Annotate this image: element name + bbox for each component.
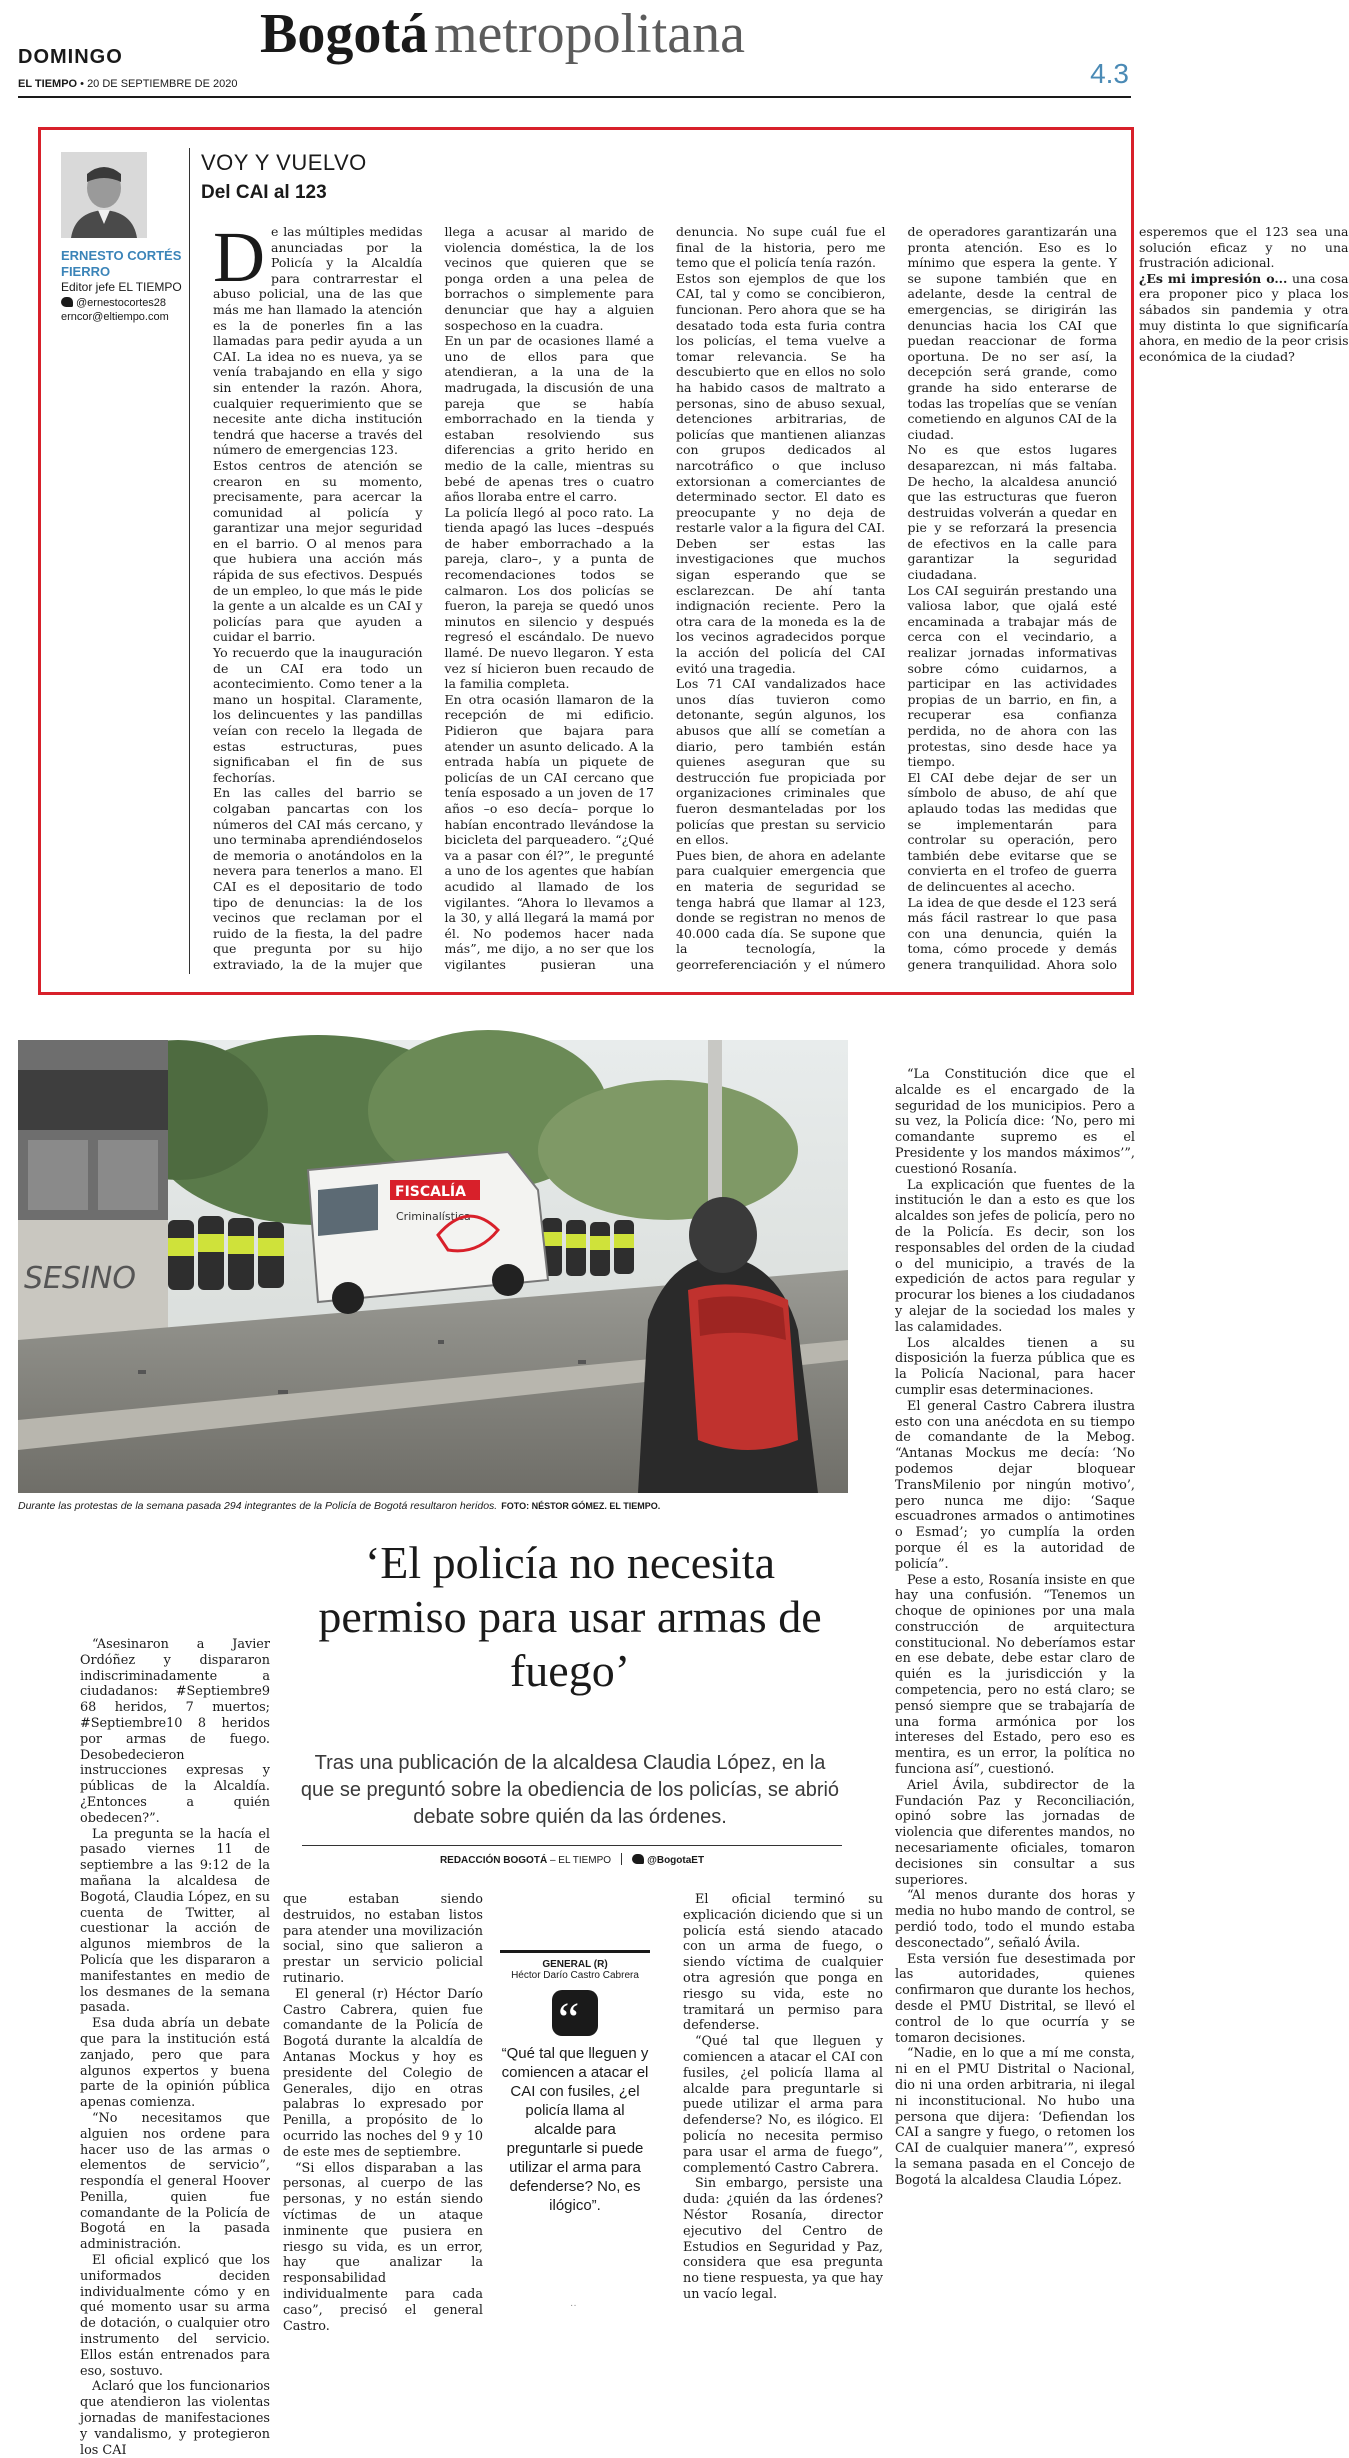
column-paragraph: Los CAI seguirán prestando una valiosa labor, que ojalá esté encaminada a trabajar más de cerca con el vecindario, a realizar jornadas informativas sobre cómo cuidarnos, a participar en las actividades propias de un barrio, en fin, a recuperar esa confianza perdida, no de ahora con las protestas, sino desde hace ya tiempo. [907, 582, 1117, 770]
photo-caption-text: Durante las protestas de la semana pasada 294 integrantes de la Policía de Bogotá resultaron heridos. [18, 1500, 498, 1512]
drop-cap: D [213, 217, 265, 297]
article-paragraph: “Asesinaron a Javier Ordóñez y dispararon indiscriminadamente a ciudadanos: #Septiembre9 68 heridos, 7 muertos; #Septiembre10 8 heridos por armas de fuego. Desobedecieron instrucciones expresas y públicas de la Alcaldía. ¿Entonces a quién obedecen?”. [80, 1637, 270, 1826]
protest-photo [18, 1040, 848, 1493]
article-paragraph: “La Constitución dice que el alcalde es el encargado de la seguridad de los municipios. Pero a su vez, la Policía dice: ‘No, pero mi comandante supremo es el Presidente y los mandos máximos’”, cuestionó Rosanía. [895, 1067, 1135, 1177]
column-paragraph: La policía llegó al poco rato. La tienda apagó las luces –después de haber emborrachado a la pareja, claro–, y a punta de recomendaciones todos se calmaron. Los dos policías se fueron, la pareja se quedó unos minutos en silencio y después regresó el escándalo. De nuevo llamé. De nuevo llegaron. Y esta vez sí hicieron buen recaudo de la familia completa. [444, 504, 654, 692]
closing-lead: ¿Es mi impresión o... [1139, 270, 1288, 286]
author-photo [61, 152, 147, 238]
author-name: ERNESTO CORTÉS FIERRO [61, 248, 182, 279]
article-paragraph: El oficial explicó que los uniformados deciden individualmente cómo y en qué momento usar su arma de dotación, o cualquier otro instrumento del servicio. Ellos están entrenados para eso, sostuvo. [80, 2253, 270, 2379]
author-twitter-handle: @ernestocortes28 [76, 297, 167, 309]
section-title [260, 3, 746, 65]
edition-date: 20 DE SEPTIEMBRE DE 2020 [87, 78, 238, 90]
quote-marks-icon: “ [552, 1990, 598, 2036]
pull-quote-label: GENERAL (R) [542, 1959, 608, 1970]
van-label: FISCALÍA [395, 1184, 466, 1200]
column-paragraph: El CAI debe dejar de ser un símbolo de abuso, de ahí que aplaudo todas las medidas que se implementarán para controlar su operación, pero también debe evitarse que se convierta en el trofeo de guerra de delincuentes al acecho. [907, 769, 1117, 894]
column-title: Del CAI al 123 [201, 182, 327, 203]
column-paragraph: No es que estos lugares desaparezcan, ni más faltaba. De hecho, la alcaldesa anunció que las estructuras que fueron destruidas volverán a quedar en pie y se reforzará la presencia de efectivos en la calle para garantizar la seguridad ciudadana. [907, 442, 1117, 583]
masthead-rule [18, 96, 1131, 98]
article-paragraph: El oficial terminó su explicación diciendo que si un policía está siendo atacado con un arma de fuego, o siendo víctima de cualquier otra agresión que ponga en riesgo su vida, este no tramitará un permiso para defenderse. [683, 1892, 883, 2034]
photo-caption [18, 1500, 868, 1513]
author-portrait-icon [61, 152, 147, 238]
edition-day: DOMINGO [18, 46, 123, 68]
column-paragraph: Los 71 CAI vandalizados hace unos días tuvieron como detonante, según algunos, los abusos que allí se cometían a diario, pero también están quienes aseguran que su destrucción fue propiciada por organizaciones criminales que fueron desmanteladas por los policías que prestan su servicio en ellos. [676, 676, 886, 848]
column-paragraph: En las calles del barrio se colgaban pancartas con los números del CAI más cercano, y uno terminaba aprendiéndoselos de memoria o anotándolos en la nevera para tenerlos a mano. El CAI es el depositario de todo tipo de denuncias: la de los vecinos que reclaman por el ruido de la fiesta, la del padre que pregunta por su hijo extraviado, la de la mujer que llega a acusar al marido de violencia doméstica, la de los vecinos que quieren que se ponga orden a una pelea de borrachos o simplemente para denunciar que hay a alguien sospechoso en la cuadra. [213, 224, 654, 972]
van-label-secondary: Criminalística [396, 1210, 471, 1223]
column-divider [189, 148, 190, 974]
footer-mark: ·· [570, 2300, 577, 2311]
author-email[interactable]: erncor@eltiempo.com [61, 311, 169, 323]
article-paragraph: Esta versión fue desestimada por las autoridades, quienes confirmaron que durante los hechos, desde el PMU Distrital, se llevó el control de lo que ocurría y se tomaron decisiones. [895, 1951, 1135, 2046]
column-body [213, 217, 1349, 978]
article-byline [302, 1853, 842, 1866]
wall-graffiti: SESINO [24, 1261, 136, 1296]
column-paragraph: Estos centros de atención se crearon en su momento, precisamente, para acercar la comunidad al policía y garantizar una mejor seguridad en el barrio. O al menos para que hubiera una acción más rápida de sus efectivos. Después de un empleo, lo que más le pide la gente a un alcalde es un CAI y policías para que ayuden a cuidar el barrio. [213, 457, 423, 645]
column-paragraph: En otra ocasión llamaron de la recepción de mi edificio. Pidieron que bajara para atender un asunto delicado. A la entrada había un piquete de policías de un CAI cercano que tenía esposado a un joven de 17 años –o eso decía– porque lo habían encontrado llevándose la bicicleta del parqueadero. “¿Qué va a pasar con él?”, le pregunté a uno de los agentes que habían acudido al llamado de los vigilantes. “Ahora lo llevamos a la 30, y allá llegará la mamá por él. No podemos hacer nada más”, me dijo, a no ser que los vigilantes pusieran una denuncia. No supe cuál fue el final de la historia, pero me temo que el policía tenía razón. [444, 224, 886, 972]
article-paragraph: Sin embargo, persiste una duda: ¿quién da las órdenes? Néstor Rosanía, director ejecutivo del Centro de Estudios en Seguridad y Paz, considera que esa pregunta no tiene respuesta, ya que hay un vacío legal. [683, 2176, 883, 2302]
article-column-right [895, 1067, 1135, 2307]
closing-text: una cosa era proponer pico y placa los sábados sin pandemia y otra muy distinta lo que significaría ahora, en medio de la peor crisis económica de la ciudad? [1139, 270, 1349, 364]
pull-quote-rule [500, 1950, 650, 1953]
article-paragraph: que estaban siendo destruidos, no estaban listos para atender una movilización social, sino que salieron a prestar un servicio policial rutinario. [283, 1892, 483, 1986]
article-paragraph: La pregunta se la hacía el pasado viernes 11 de septiembre a las 9:12 de la mañana la alcaldesa de Bogotá, Claudia López, en su cuenta de Twitter, al cuestionar la acción de algunos miembros de la Policía que les dispararon a manifestantes en medio de los desmanes de la semana pasada. [80, 1826, 270, 2016]
pull-quote-name: Héctor Darío Castro Cabrera [511, 1970, 639, 1981]
article-paragraph: Los alcaldes tienen a su disposición la fuerza pública que es la Policía Nacional, para hacer cumplir esas determinaciones. [895, 1335, 1135, 1398]
article-paragraph: Pese a esto, Rosanía insiste en que hay una confusión. “Tenemos un choque de opiniones por una mala construcción de arquitectura constitucional. No deberíamos estar en ese debate, debe estar claro de quién es la jurisdicción y la competencia, pero no está claro; se pensó siempre que se trabajaría de una forma armónica por los intereses del Estado, pero eso es mentira, es un error, la política no funciona así”, cuestionó. [895, 1572, 1135, 1778]
byline-author: REDACCIÓN BOGOTÁ [439, 1855, 548, 1866]
byline-outlet: – EL TIEMPO [547, 1855, 612, 1866]
article-paragraph: El general (r) Héctor Darío Castro Cabrera, quien fue comandante de la Policía de Bogotá durante la alcaldía de Antanas Mockus y hoy es presidente del Colegio de Generales, dijo en otras palabras lo expresado por Penilla, a propósito de lo ocurrido las noches del 9 y 10 de este mes de septiembre. [283, 1986, 483, 2160]
byline-twitter[interactable]: @BogotaET [647, 1855, 705, 1866]
article-paragraph: Esa duda abría un debate que para la institución está zanjado, pero que para algunos expertos y buena parte de la opinión pública apenas comienza. [80, 2016, 270, 2111]
article-column-left [80, 1637, 270, 2458]
article-paragraph: “Nadie, en lo que a mí me consta, ni en el PMU Distrital o Nacional, dio ni una orden arbitraria, ni ilegal ni inconstitucional. No hubo una persona que dijera: ‘Defiendan los CAI a sangre y fuego, o retomen los CAI de cualquier manera’”, expresó la semana pasada en el Concejo de Bogotá la alcaldesa Claudia López. [895, 2046, 1135, 2188]
twitter-icon [632, 1854, 644, 1864]
opinion-column-box [38, 127, 1349, 995]
article-paragraph: “Qué tal que lleguen y comiencen a atacar el CAI con fusiles, ¿el policía llama al alcalde para preguntarle si puede utilizar el arma para defenderse? No, es ilógico. El policía no necesita permiso para usar el arma de fuego”, complementó Castro Cabrera. [683, 2034, 883, 2176]
column-paragraph: De las múltiples medidas anunciadas por la Policía y la Alcaldía para contrarrestar el abuso policial, una de las que más me han llamado la atención es la de ponerles fin a las llamadas para pedir ayuda a un CAI. La idea no es nueva, ya se venía trabajando en ella y sigo sin entender la razón. Ahora, cualquier requerimiento que se necesite ante dicha institución tendrá que hacerse a través del número de emergencias 123. [213, 217, 423, 458]
author-role: Editor jefe EL TIEMPO [61, 280, 182, 294]
pull-quote-text: “Qué tal que lleguen y comiencen a atacar el CAI con fusiles, ¿el policía llama al alcalde para preguntarle si puede utilizar el arma para defenderse? No, es ilógico”. [501, 2045, 649, 2214]
column-paragraph: Estos son ejemplos de que los CAI, tal y como se concibieron, funcionan. Pero ahora que se ha desatado toda esta furia contra los policías, el tema vuelve a tomar relevancia. Se ha descubierto que en ellos no solo ha habido casos de maltrato a personas, sino de abuso sexual, detenciones arbitrarias, de policías que mantienen alianzas con grupos dedicados al narcotráfico o que incluso extorsionan a comerciantes de determinado sector. El dato es preocupante y no deja de restarle valor a la figura del CAI. [676, 270, 886, 536]
column-kicker: VOY Y VUELVO [201, 150, 367, 175]
article-deck: Tras una publicación de la alcaldesa Claudia López, en la que se preguntó sobre la obediencia de los policías, se abrió debate sobre quién da las órdenes. [300, 1752, 840, 1828]
column-paragraph: Yo recuerdo que la inauguración de un CAI era todo un acontecimiento. Como tener a la mano un hospital. Claramente, los delincuentes y las pandillas veían con recelo la llegada de estas estructuras, pues significaban el fin de sus fechorías. [213, 645, 423, 785]
article-paragraph: “No necesitamos que alguien nos ordene para hacer uso de las armas o elementos de servicio”, respondía el general Hoover Penilla, quien fue comandante de la Policía de Bogotá en la pasada administración. [80, 2110, 270, 2253]
pull-quote [500, 1950, 650, 2215]
photo-credit: FOTO: NÉSTOR GÓMEZ. EL TIEMPO. [501, 1501, 661, 1511]
page-number: 4.3 [1090, 58, 1129, 89]
column-paragraph: La idea de que desde el 123 será más fácil rastrear lo que pasa con una denuncia, quién la toma, cómo procede y demás genera tranquilidad. Ahora solo esperemos que el 123 sea una solución eficaz y no una frustración adicional. [907, 224, 1349, 972]
article-paragraph: “Si ellos disparaban a las personas, al cuerpo de las personas, y no están siendo víctimas de un ataque inminente que pusiera en riesgo su vida, es un error, hay que analizar la responsabilidad individualmente para cada caso”, precisó el general Castro. [283, 2160, 483, 2334]
article-paragraph: “Al menos durante dos horas y media no hubo mando de control, se perdió todo, todo el mundo estaba desconectado”, señaló Ávila. [895, 1888, 1135, 1951]
article-paragraph: La explicación que fuentes de la institución le dan a esto es que los alcaldes son jefes de policía, pero no de la Policía. Es decir, son los responsables del orden de la ciudad o del municipio, a través de la expedición de actos para regular y procurar los bienes a los ciudadanos y alejar de la sociedad los males y las calamidades. [895, 1177, 1135, 1335]
paper-name: EL TIEMPO [18, 78, 78, 90]
article-headline: ‘El policía no necesita permiso para usar armas de fuego’ [318, 1537, 822, 1696]
column-closing [1139, 271, 1349, 365]
article-paragraph: Ariel Ávila, subdirector de la Fundación Paz y Reconciliación, opinó sobre las jornadas de violencia que diferentes mandos, no necesariamente oficiales, tomaron decisiones sin consultar a sus superiores. [895, 1777, 1135, 1888]
column-paragraph: Deben ser estas las investigaciones que muchos sigan esperando que se esclarezcan. De ahí tanta indignación reciente. Pero la otra cara de la moneda es la de los vecinos agradecidos porque la acción del policía del CAI evitó una tragedia. [676, 535, 886, 676]
section-title-light: metropolitana [434, 3, 746, 65]
article-column-middle [283, 1892, 483, 2334]
twitter-icon [61, 297, 73, 307]
edition-date-line: EL TIEMPO • 20 DE SEPTIEMBRE DE 2020 [18, 78, 238, 90]
byline-separator [621, 1853, 622, 1865]
section-title-bold: Bogotá [260, 3, 428, 65]
article-column-middle-2 [683, 1892, 883, 2307]
article-paragraph: Aclaró que los funcionarios que atendieron las violentas jornadas de manifestaciones y vandalismo, y protegieron los CAI [80, 2379, 270, 2458]
article-paragraph: El general Castro Cabrera ilustra esto con una anécdota en su tiempo de comandante de la Mebog. “Antanas Mockus me decía: ‘No podemos dejar bloquear TransMilenio por ningún motivo’, pero nunca me dijo: ‘Saque escuadrones armados o antimotines o Esmad’; yo cumplía la orden porque él es la autoridad de policía”. [895, 1398, 1135, 1572]
byline-rule [302, 1845, 842, 1846]
protest-scene-icon [18, 1040, 848, 1493]
column-paragraph: En un par de ocasiones llamé a uno de ellos para que atendieran, a la una de la madrugada, la discusión de una pareja que se había emborrachado en la tienda y estaban resolviendo sus diferencias a grito herido en medio de la calle, mientras su bebé de apenas tres o cuatro años lloraba entre el carro. [444, 333, 654, 505]
column-paragraph: Pues bien, de ahora en adelante para cualquier emergencia que en materia de seguridad se tenga habrá que llamar al 123, donde se registran no menos de 40.000 cada día. Se supone que la tecnología, la georreferenciación y el número de operadores garantizarán una pronta atención. Eso es lo mínimo que espera la gente. Y se supone también que en adelante, desde la central de emergencias, se dirigirán las denuncias hacia los CAI que puedan reaccionar de forma oportuna. De no ser así, la decepción será grande, como grande ha sido enterarse de todas las tropelías que se venían cometiendo en algunos CAI de la ciudad. [676, 224, 1117, 972]
